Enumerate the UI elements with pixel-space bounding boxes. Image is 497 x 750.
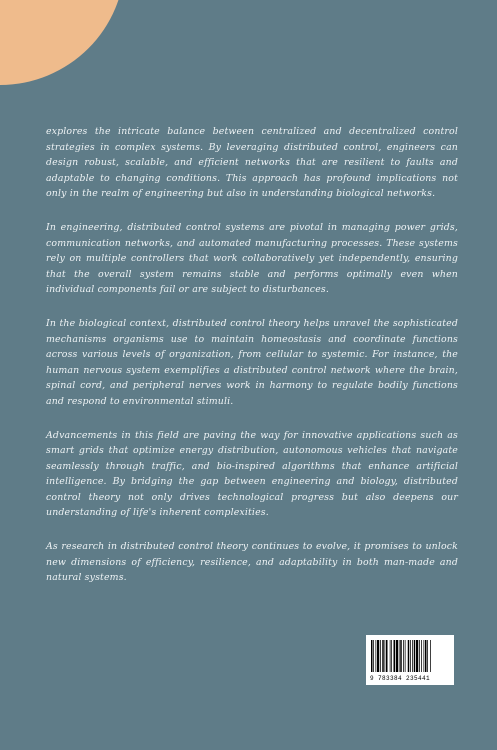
blurb-paragraph-2: In engineering, distributed control systems are pivotal in managing power grids, communication networks, and automated manufacturing processes. These systems rely on multiple controllers that work collaboratively yet independently, ensuring that the overall system remains stable and performs optimally even when individual components fail or are subject to disturbances. bbox=[46, 221, 458, 296]
barcode-bar bbox=[424, 640, 425, 672]
barcode-bar bbox=[391, 640, 392, 672]
barcode-bars-icon bbox=[371, 640, 449, 672]
corner-circle-decoration bbox=[0, 0, 125, 85]
barcode-bar bbox=[405, 640, 406, 672]
barcode-number: 9 783384 235441 bbox=[370, 675, 431, 682]
barcode-bar bbox=[412, 640, 413, 672]
barcode-bar bbox=[427, 640, 428, 672]
blurb-paragraph-5: As research in distributed control theory continues to evolve, it promises to unlock new dimensions of efficiency, resilience, and adaptability in both man-made and natural systems. bbox=[46, 541, 458, 584]
barcode-bar bbox=[377, 640, 379, 672]
barcode-bar bbox=[396, 640, 398, 672]
barcode-bar bbox=[399, 640, 400, 672]
barcode-bar bbox=[414, 640, 416, 672]
barcode-bar bbox=[380, 640, 381, 672]
blurb-paragraph-4: Advancements in this field are paving the way for innovative applications such as smart grids that optimize energy distribution, autonomous vehicles that navigate seamlessly through traffic, and bio-inspired algorithms that enhance artificial intelligence. By bridging the gap between engineering and biology, distributed control theory not only drives technological progress but also deepens our understanding of life's inherent complexities. bbox=[46, 429, 458, 519]
barcode-bar bbox=[385, 640, 386, 672]
barcode-bar bbox=[408, 640, 410, 672]
blurb-paragraph-3: In the biological context, distributed control theory helps unravel the sophisticated mechanisms organisms use to maintain homeostasis and coordinate functions across various levels of organization, from cellular to systemic. For instance, the human nervous system exemplifies a distributed control network where the brain, spinal cord, and peripheral nerves work in harmony to regulate bodily functions and respond to environmental stimuli. bbox=[46, 317, 458, 407]
barcode-bar bbox=[421, 640, 422, 672]
barcode-bar bbox=[386, 640, 388, 672]
barcode-bar bbox=[419, 640, 420, 672]
barcode-bar bbox=[376, 640, 377, 672]
barcode-bar bbox=[400, 640, 402, 672]
barcode-bar bbox=[390, 640, 391, 672]
barcode-bar bbox=[430, 640, 431, 672]
barcode-bar bbox=[373, 640, 374, 672]
blurb-paragraph-1: explores the intricate balance between centralized and decentralized control strategies in complex systems. By leveraging distributed control, engineers can design robust, scalable, and efficient networks that are resilient to faults and adaptable to changing conditions. This approach has profound implications not only in the realm of engineering but also in understanding biological networks. bbox=[46, 126, 458, 200]
back-cover-blurb bbox=[46, 124, 458, 604]
barcode-bar bbox=[371, 640, 373, 672]
barcode-bar bbox=[394, 640, 396, 672]
barcode-bar bbox=[382, 640, 384, 672]
barcode-bar bbox=[403, 640, 404, 672]
barcode-bar bbox=[416, 640, 418, 672]
barcode-bar bbox=[410, 640, 411, 672]
isbn-barcode bbox=[366, 635, 454, 685]
barcode-bar bbox=[425, 640, 427, 672]
